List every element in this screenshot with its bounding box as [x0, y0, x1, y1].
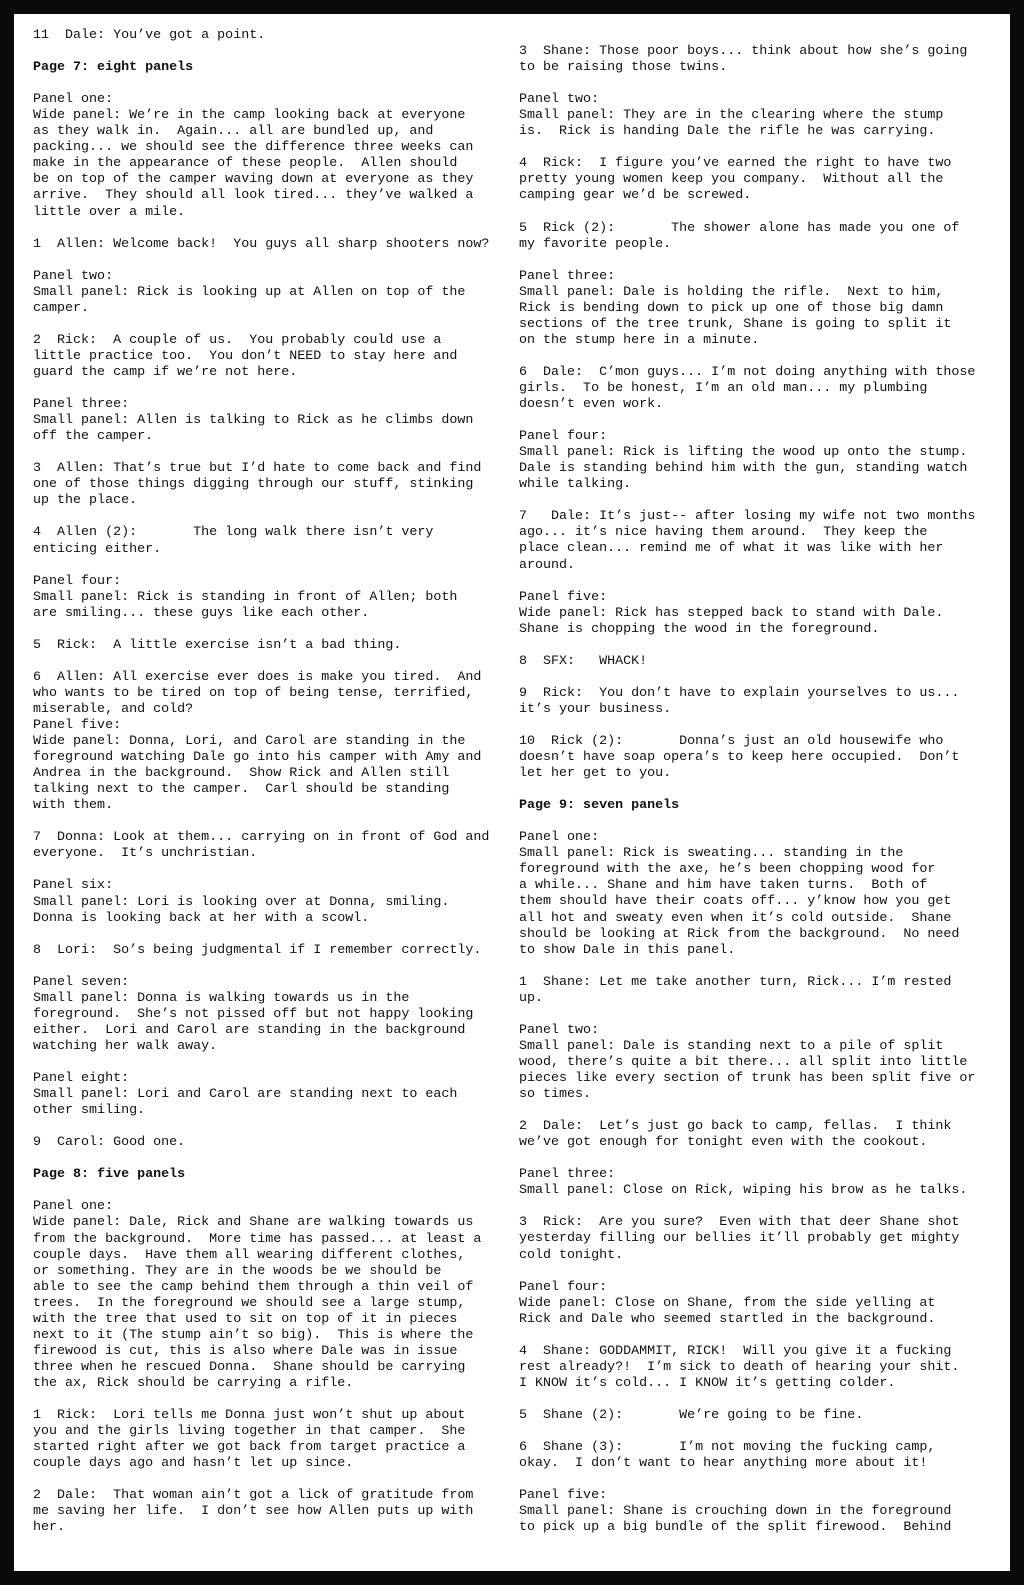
script-line: couple days. Have them all wearing different clothes,	[33, 1247, 466, 1263]
script-line: Panel three:	[33, 397, 130, 413]
script-line: 7 Dale: It’s just-- after losing my wife not two months	[519, 509, 976, 525]
script-line: Donna is looking back at her with a scowl.	[33, 910, 370, 926]
right-column	[519, 44, 999, 1536]
script-line: Panel six:	[33, 878, 114, 894]
script-line: as they walk in. Again... all are bundled up, and	[33, 124, 434, 140]
blank-line	[33, 445, 503, 461]
script-line: Panel two:	[519, 92, 600, 108]
script-line: while talking.	[519, 477, 632, 493]
script-line: Small panel: Rick is sweating... standing in the	[519, 846, 904, 862]
script-line: you and the girls living together in that camper. She	[33, 1424, 466, 1440]
blank-line	[519, 1472, 999, 1488]
script-line: should be looking at Rick from the background. No need	[519, 926, 960, 942]
script-line: miserable, and cold?	[33, 701, 194, 717]
script-line: trees. In the foreground we should see a large stump,	[33, 1295, 466, 1311]
script-line: are smiling... these guys like each other.	[33, 605, 370, 621]
script-line: her.	[33, 1520, 66, 1536]
script-line: talking next to the camper. Carl should be standing	[33, 782, 450, 798]
script-line: 2 Dale: That woman ain’t got a lick of gratitude from	[33, 1488, 474, 1504]
script-line: Small panel: Allen is talking to Rick as he climbs down	[33, 413, 474, 429]
script-line: 1 Rick: Lori tells me Donna just won’t shut up about	[33, 1408, 466, 1424]
blank-line	[33, 1472, 503, 1488]
script-line: my favorite people.	[519, 236, 672, 252]
script-line: Small panel: Close on Rick, wiping his brow as he talks.	[519, 1183, 968, 1199]
script-line: girls. To be honest, I’m an old man... my plumbing	[519, 380, 928, 396]
blank-line	[519, 140, 999, 156]
blank-line	[33, 44, 503, 60]
script-line: Rick and Dale who seemed startled in the background.	[519, 1311, 936, 1327]
blank-line	[519, 782, 999, 798]
script-line: 4 Shane: GODDAMMIT, RICK! Will you give it a fucking	[519, 1343, 952, 1359]
page-heading: Page 7: eight panels	[33, 60, 194, 76]
blank-line	[33, 1392, 503, 1408]
page-heading: Page 8: five panels	[33, 1167, 186, 1183]
blank-line	[519, 1328, 999, 1344]
script-line: packing... we should see the difference three weeks can	[33, 140, 474, 156]
blank-line	[33, 862, 503, 878]
script-line: 3 Rick: Are you sure? Even with that deer Shane shot	[519, 1215, 960, 1231]
script-line: 5 Shane (2): We’re going to be fine.	[519, 1407, 864, 1423]
blank-line	[33, 1119, 503, 1135]
script-line: doesn’t even work.	[519, 397, 664, 413]
script-line: Panel four:	[519, 1279, 608, 1295]
blank-line	[33, 1055, 503, 1071]
blank-line	[519, 1151, 999, 1167]
script-line: little practice too. You don’t NEED to stay here and	[33, 348, 458, 364]
script-line: 6 Shane (3): I’m not moving the fucking camp,	[519, 1440, 936, 1456]
blank-line	[33, 1183, 503, 1199]
script-line: or something. They are in the woods be we should be	[33, 1263, 442, 1279]
script-line: 9 Rick: You don’t have to explain yourselves to us...	[519, 685, 960, 701]
script-line: Panel five:	[519, 1488, 608, 1504]
script-line: camping gear we’d be screwed.	[519, 188, 752, 204]
script-line: Panel one:	[519, 830, 600, 846]
script-line: from the background. More time has passed... at least a	[33, 1231, 482, 1247]
script-line: okay. I don’t want to hear anything more about it!	[519, 1456, 928, 1472]
script-line: it’s your business.	[519, 701, 672, 717]
script-line: so times.	[519, 1087, 592, 1103]
script-line: three when he rescued Donna. Shane should be carrying	[33, 1359, 466, 1375]
script-line: them should have their coats off... y’know how you get	[519, 894, 952, 910]
script-line: I KNOW it’s cold... I KNOW it’s getting colder.	[519, 1375, 896, 1391]
script-line: 1 Allen: Welcome back! You guys all sharp shooters now?	[33, 236, 490, 252]
script-line: 3 Allen: That’s true but I’d hate to come back and find	[33, 461, 482, 477]
script-line: let her get to you.	[519, 766, 672, 782]
script-line: up.	[519, 990, 544, 1006]
script-line: Small panel: Rick is looking up at Allen on top of the	[33, 284, 466, 300]
script-line: 2 Dale: Let’s just go back to camp, fellas. I think	[519, 1119, 952, 1135]
blank-line	[519, 670, 999, 686]
script-line: wood, there’s quite a bit there... all split into little	[519, 1054, 968, 1070]
blank-line	[519, 413, 999, 429]
blank-line	[519, 814, 999, 830]
script-line: the ax, Rick should be carrying a rifle.	[33, 1375, 354, 1391]
blank-line	[519, 204, 999, 220]
script-line: firewood is cut, this is also where Dale was in issue	[33, 1343, 458, 1359]
script-line: arrive. They should all look tired... they’ve walked a	[33, 188, 474, 204]
script-line: 11 Dale: You’ve got a point.	[33, 28, 266, 43]
script-line: 6 Dale: C’mon guys... I’m not doing anything with those	[519, 364, 976, 380]
blank-line	[33, 558, 503, 574]
blank-line	[519, 1199, 999, 1215]
script-line: 7 Donna: Look at them... carrying on in front of God and	[33, 830, 490, 846]
script-line: Panel two:	[33, 268, 114, 284]
script-line: yesterday filling our bellies it’ll probably get mighty	[519, 1231, 960, 1247]
blank-line	[519, 76, 999, 92]
script-line: on the stump here in a minute.	[519, 332, 760, 348]
script-line: ago... it’s nice having them around. They keep the	[519, 525, 928, 541]
blank-line	[519, 1264, 999, 1280]
script-line: Wide panel: We’re in the camp looking back at everyone	[33, 108, 466, 124]
script-line: next to it (The stump ain’t so big). This is where the	[33, 1327, 474, 1343]
script-line: foreground with the axe, he’s been chopping wood for	[519, 862, 936, 878]
script-line: Rick is bending down to pick up one of those big damn	[519, 300, 944, 316]
script-line: 5 Rick: A little exercise isn’t a bad thing.	[33, 637, 402, 653]
script-line: Panel one:	[33, 92, 114, 108]
script-line: Dale is standing behind him with the gun, standing watch	[519, 461, 968, 477]
script-line: Small panel: Dale is standing next to a pile of split	[519, 1038, 944, 1054]
script-line: Panel five:	[33, 718, 122, 734]
blank-line	[33, 927, 503, 943]
script-line: a while... Shane and him have taken turns. Both of	[519, 878, 928, 894]
script-line: Small panel: Shane is crouching down in the foreground	[519, 1504, 952, 1520]
blank-line	[519, 959, 999, 975]
script-line: one of those things digging through our stuff, stinking	[33, 477, 474, 493]
script-line: Panel eight:	[33, 1071, 130, 1087]
blank-line	[33, 654, 503, 670]
blank-line	[519, 718, 999, 734]
script-line: foreground watching Dale go into his camper with Amy and	[33, 750, 482, 766]
script-line: place clean... remind me of what it was like with her	[519, 541, 944, 557]
blank-line	[519, 493, 999, 509]
blank-line	[519, 1007, 999, 1023]
script-line: able to see the camp behind them through a thin veil of	[33, 1279, 474, 1295]
script-line: 4 Rick: I figure you’ve earned the right to have two	[519, 156, 952, 172]
script-line: Wide panel: Donna, Lori, and Carol are standing in the	[33, 734, 466, 750]
script-line: rest already?! I’m sick to death of hearing your shit.	[519, 1359, 960, 1375]
blank-line	[519, 1424, 999, 1440]
script-line: me saving her life. I don’t see how Allen puts up with	[33, 1504, 474, 1520]
script-line: Shane is chopping the wood in the foreground.	[519, 621, 880, 637]
script-line: other smiling.	[33, 1103, 146, 1119]
script-line: with them.	[33, 798, 114, 814]
script-line: Small panel: Rick is lifting the wood up onto the stump.	[519, 445, 968, 461]
left-column	[33, 28, 503, 1536]
script-line: Panel one:	[33, 1199, 114, 1215]
script-line: 8 SFX: WHACK!	[519, 653, 648, 669]
script-line: enticing either.	[33, 541, 162, 557]
blank-line	[519, 349, 999, 365]
script-line: to be raising those twins.	[519, 60, 728, 76]
script-line: Small panel: Dale is holding the rifle. Next to him,	[519, 284, 944, 300]
script-line: foreground. She’s not pissed off but not happy looking	[33, 1006, 474, 1022]
script-line: off the camper.	[33, 429, 154, 445]
script-line: to show Dale in this panel.	[519, 942, 736, 958]
script-line: started right after we got back from target practice a	[33, 1440, 466, 1456]
script-line: Wide panel: Close on Shane, from the side yelling at	[519, 1295, 936, 1311]
script-line: guard the camp if we’re not here.	[33, 364, 298, 380]
script-line: Panel five:	[519, 589, 608, 605]
script-line: Andrea in the background. Show Rick and Allen still	[33, 766, 450, 782]
script-line: with the tree that used to sit on top of it in pieces	[33, 1311, 458, 1327]
script-line: be on top of the camper waving down at everyone as they	[33, 172, 474, 188]
script-line: around.	[519, 557, 576, 573]
script-line: sections of the tree trunk, Shane is going to split it	[519, 316, 952, 332]
script-line: who wants to be tired on top of being tense, terrified,	[33, 685, 474, 701]
script-line: Small panel: Lori is looking over at Donna, smiling.	[33, 894, 450, 910]
blank-line	[33, 814, 503, 830]
script-line: Panel three:	[519, 1167, 616, 1183]
blank-line	[519, 1103, 999, 1119]
script-line: Wide panel: Dale, Rick and Shane are walking towards us	[33, 1215, 474, 1231]
script-line: 3 Shane: Those poor boys... think about how she’s going	[519, 44, 968, 59]
script-line: we’ve got enough for tonight even with the cookout.	[519, 1135, 928, 1151]
script-line: 8 Lori: So’s being judgmental if I remember correctly.	[33, 942, 482, 958]
script-line: 9 Carol: Good one.	[33, 1135, 186, 1151]
script-line: Panel four:	[33, 573, 122, 589]
blank-line	[519, 574, 999, 590]
script-line: 5 Rick (2): The shower alone has made you one of	[519, 220, 960, 236]
blank-line	[33, 1151, 503, 1167]
blank-line	[519, 1392, 999, 1408]
script-line: 10 Rick (2): Donna’s just an old housewife who	[519, 734, 944, 750]
page-heading: Page 9: seven panels	[519, 798, 680, 814]
script-line: 4 Allen (2): The long walk there isn’t very	[33, 525, 434, 541]
script-line: make in the appearance of these people. Allen should	[33, 156, 458, 172]
script-line: doesn’t have soap opera’s to keep here occupied. Don’t	[519, 750, 960, 766]
script-line: little over a mile.	[33, 204, 186, 220]
script-line: Small panel: They are in the clearing where the stump	[519, 108, 944, 124]
script-line: up the place.	[33, 493, 138, 509]
blank-line	[519, 638, 999, 654]
script-page	[14, 14, 1010, 1571]
script-line: Wide panel: Rick has stepped back to stand with Dale.	[519, 605, 944, 621]
script-line: Panel seven:	[33, 974, 130, 990]
blank-line	[33, 959, 503, 975]
script-line: Panel two:	[519, 1022, 600, 1038]
script-line: couple days ago and hasn’t let up since.	[33, 1456, 354, 1472]
blank-line	[33, 622, 503, 638]
script-line: all hot and sweaty even when it’s cold outside. Shane	[519, 910, 952, 926]
script-line: watching her walk away.	[33, 1038, 218, 1054]
script-line: Panel three:	[519, 268, 616, 284]
script-line: either. Lori and Carol are standing in the background	[33, 1022, 466, 1038]
script-line: pretty young women keep you company. Without all the	[519, 172, 944, 188]
script-line: is. Rick is handing Dale the rifle he was carrying.	[519, 124, 936, 140]
script-line: 2 Rick: A couple of us. You probably could use a	[33, 332, 442, 348]
blank-line	[33, 317, 503, 333]
blank-line	[33, 381, 503, 397]
script-line: Panel four:	[519, 429, 608, 445]
script-line: camper.	[33, 300, 90, 316]
script-line: 1 Shane: Let me take another turn, Rick... I’m rested	[519, 974, 952, 990]
blank-line	[33, 509, 503, 525]
script-line: Small panel: Donna is walking towards us in the	[33, 990, 410, 1006]
script-line: Small panel: Rick is standing in front of Allen; both	[33, 589, 458, 605]
blank-line	[33, 221, 503, 237]
script-line: to pick up a big bundle of the split firewood. Behind	[519, 1520, 952, 1536]
blank-line	[33, 76, 503, 92]
script-line: pieces like every section of trunk has been split five or	[519, 1071, 976, 1086]
blank-line	[519, 253, 999, 269]
script-line: 6 Allen: All exercise ever does is make you tired. And	[33, 669, 482, 685]
script-line: everyone. It’s unchristian.	[33, 846, 258, 862]
script-line: cold tonight.	[519, 1247, 624, 1263]
blank-line	[33, 253, 503, 269]
script-line: Small panel: Lori and Carol are standing next to each	[33, 1087, 458, 1103]
